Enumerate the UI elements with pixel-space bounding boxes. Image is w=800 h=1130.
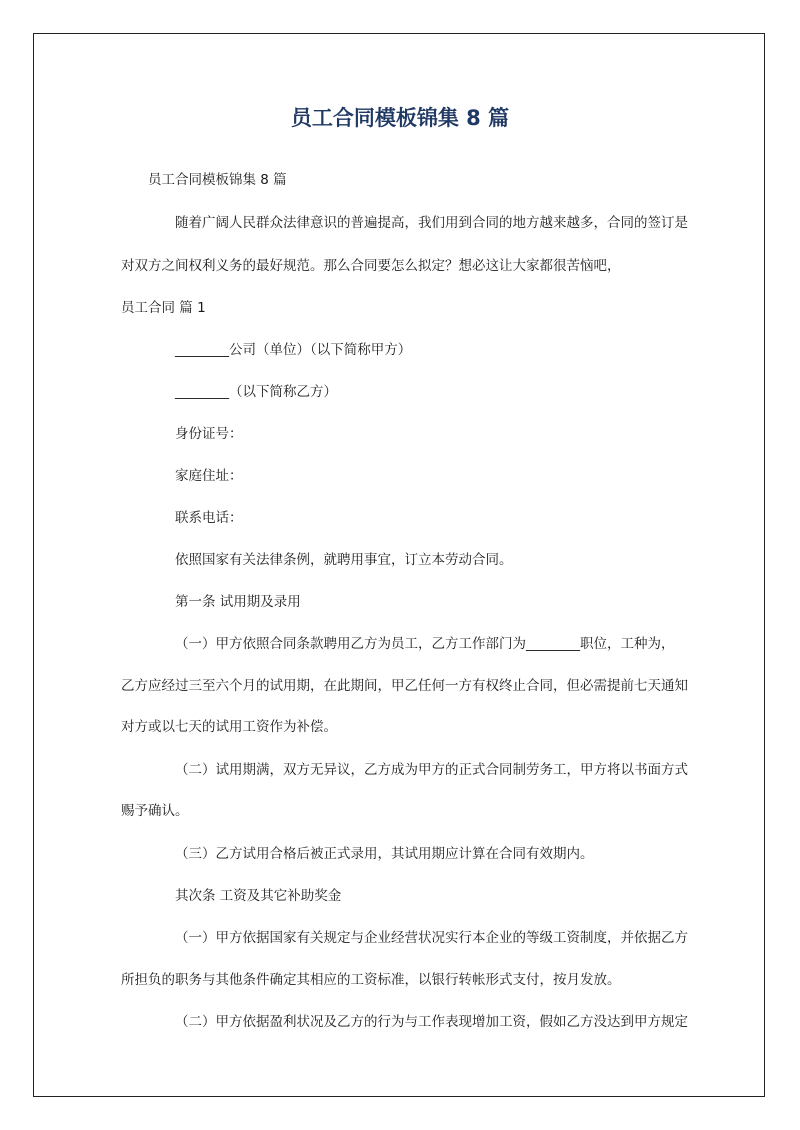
paragraph-line: 乙方应经过三至六个月的试用期，在此期间，甲乙任何一方有权终止合同，但必需提前七天通知 <box>121 678 688 694</box>
paragraph-line: 赐予确认。 <box>121 803 189 819</box>
paragraph-line: （三）乙方试用合格后被正式录用，其试用期应计算在合同有效期内。 <box>175 846 594 862</box>
id-number-line: 身份证号： <box>175 426 243 442</box>
paragraph-line: 随着广阔人民群众法律意识的普遍提高，我们用到合同的地方越来越多，合同的签订是 <box>175 215 688 231</box>
subtitle-line: 员工合同模板锦集 8 篇 <box>148 172 287 188</box>
party-a-line: ________公司（单位）（以下简称甲方） <box>175 342 412 358</box>
article-heading: 其次条 工资及其它补助奖金 <box>175 888 342 904</box>
paragraph-line: （一）甲方依据国家有关规定与企业经营状况实行本企业的等级工资制度，并依据乙方 <box>175 930 688 946</box>
phone-line: 联系电话： <box>175 510 243 526</box>
paragraph-line: （一）甲方依照合同条款聘用乙方为员工，乙方工作部门为________职位，工种为， <box>175 636 675 652</box>
document-title: 员工合同模板锦集 8 篇 <box>290 106 510 130</box>
paragraph-line: 所担负的职务与其他条件确定其相应的工资标准，以银行转帐形式支付，按月发放。 <box>121 972 621 988</box>
paragraph-line: 对方或以七天的试用工资作为补偿。 <box>121 719 337 735</box>
paragraph-line: 依照国家有关法律条例，就聘用事宜，订立本劳动合同。 <box>175 552 513 568</box>
article-heading: 第一条 试用期及录用 <box>175 594 301 610</box>
party-b-line: ________（以下简称乙方） <box>175 384 337 400</box>
paragraph-line: （二）甲方依据盈利状况及乙方的行为与工作表现增加工资，假如乙方没达到甲方规定 <box>175 1014 688 1030</box>
address-line: 家庭住址： <box>175 468 243 484</box>
paragraph-line: （二）试用期满，双方无异议，乙方成为甲方的正式合同制劳务工，甲方将以书面方式 <box>175 762 688 778</box>
section-heading: 员工合同 篇 1 <box>121 300 206 316</box>
paragraph-line: 对双方之间权利义务的最好规范。那么合同要怎么拟定？想必这让大家都很苦恼吧， <box>121 258 621 274</box>
